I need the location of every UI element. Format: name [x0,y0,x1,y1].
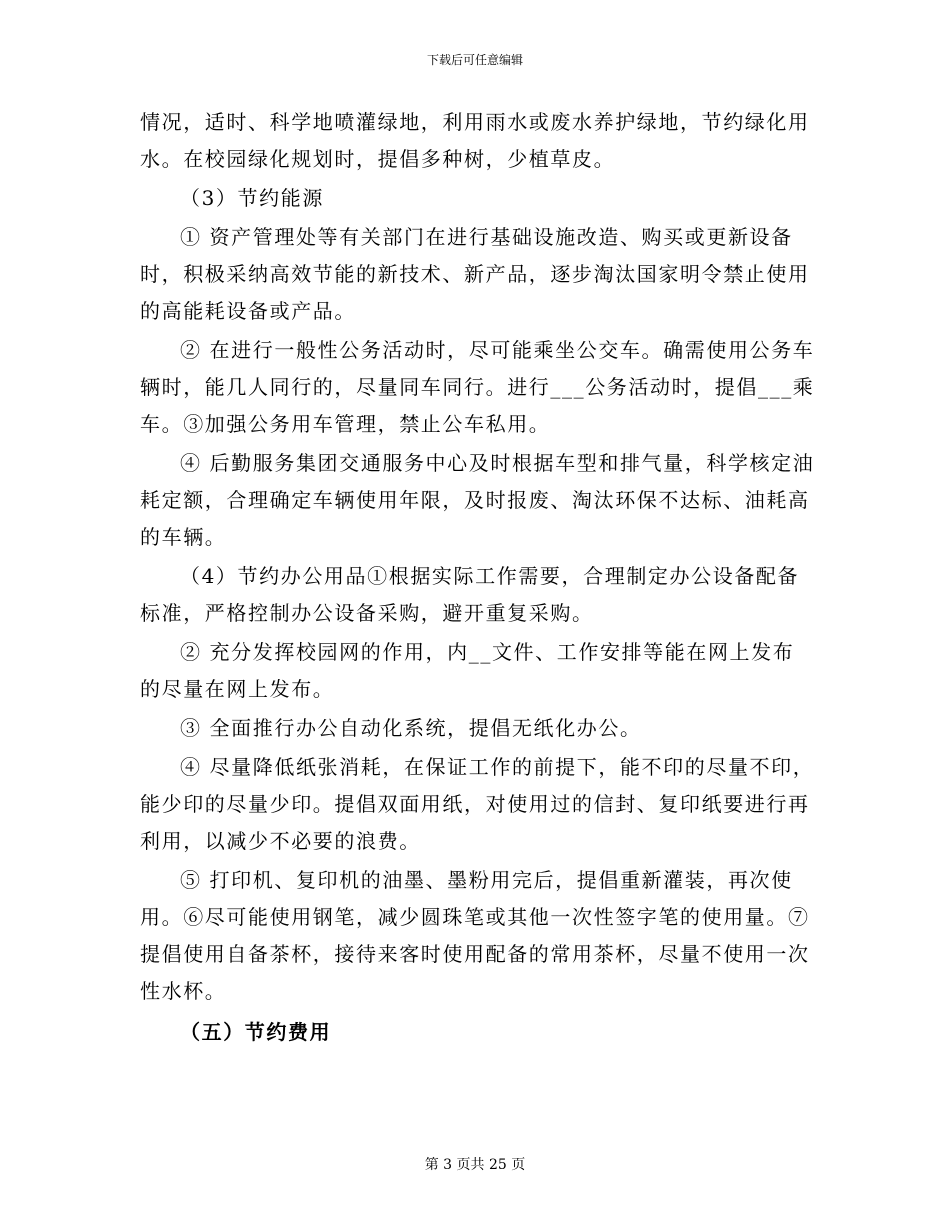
page-header: 下载后可任意编辑 [426,53,523,67]
paragraph-energy-equipment: ① 资产管理处等有关部门在进行基础设施改造、购买或更新设备时，积极采纳高效节能的新技术、新产品，逐步淘汰国家明令禁止使用的高能耗设备或产品。 [140,225,810,323]
section-heading-office-supplies: （4）节约办公用品①根据实际工作需要，合理制定办公设备配备标准，严格控制办公设备采购，避开重复采购。 [140,564,800,625]
paragraph-office-automation: ③ 全面推行办公自动化系统，提倡无纸化办公。 [180,716,642,740]
paragraph-ink-and-cups: ⑤ 打印机、复印机的油墨、墨粉用完后，提倡重新灌装，再次使用。⑥尽可能使用钢笔，减少圆珠笔或其他一次性签字笔的使用量。⑦提倡使用自备茶杯，接待来客时使用配备的常用茶杯，尽量不使用一次性水杯。 [140,868,810,1003]
page-number: 第 3 页共 25 页 [424,1157,526,1173]
paragraph-official-vehicles: ② 在进行一般性公务活动时，尽可能乘坐公交车。确需使用公务车辆时，能几人同行的，尽量同车同行。进行___公务活动时，提倡___乘车。③加强公务用车管理，禁止公车私用。 [140,338,815,436]
paragraph-paper-saving: ④ 尽量降低纸张消耗，在保证工作的前提下，能不印的尽量不印，能少印的尽量少印。提倡双面用纸，对使用过的信封、复印纸要进行再利用，以减少不必要的浪费。 [140,755,815,853]
section-heading-save-energy: （3）节约能源 [180,186,324,210]
document-body [140,104,815,1051]
paragraph-campus-network: ② 充分发挥校园网的作用，内__文件、工作安排等能在网上发布的尽量在网上发布。 [140,640,795,701]
section-heading-save-costs: （五）节约费用 [180,1020,332,1044]
paragraph-fuel-quota: ④ 后勤服务集团交通服务中心及时根据车型和排气量，科学核定油耗定额，合理确定车辆使用年限，及时报废、淘汰环保不达标、油耗高的车辆。 [140,451,815,549]
paragraph-greening-water: 情况，适时、科学地喷灌绿地，利用雨水或废水养护绿地，节约绿化用水。在校园绿化规划时，提倡多种树，少植草皮。 [140,110,810,171]
